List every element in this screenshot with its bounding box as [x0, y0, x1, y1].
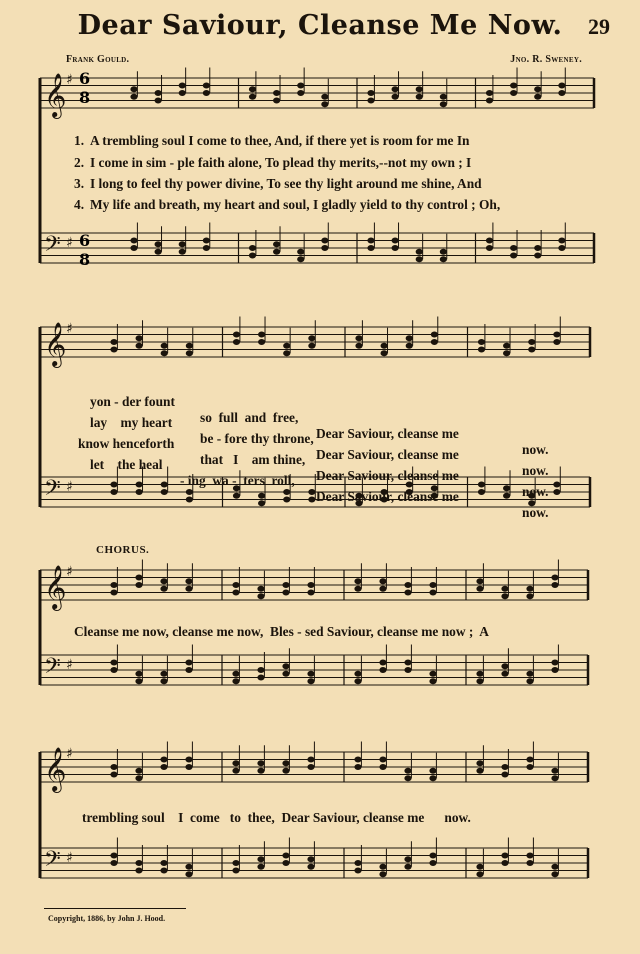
key-signature-sharp: ♯ [66, 72, 73, 88]
key-signature-sharp: ♯ [66, 746, 73, 762]
chorus-line-2: trembling soul I come to thee, Dear Saviour, cleanse me now. [82, 810, 471, 825]
lyric-segment: be - fore thy throne, [200, 431, 314, 446]
key-signature-sharp: ♯ [66, 657, 73, 673]
refrain-line-4 [90, 441, 590, 537]
treble-time-bottom: 8 [79, 88, 91, 107]
verse-text: My life and breath, my heart and soul, I gladly yield to thy control ; Oh, [90, 197, 501, 212]
verse-text: I come in sim - ple faith alone, To plead thy merits,--not my own ; I [90, 155, 472, 170]
treble-clef: 𝄞 [44, 322, 67, 366]
key-signature-sharp: ♯ [66, 235, 73, 251]
lyric-segment: let the heal [90, 457, 163, 472]
lyric-segment: Dear Saviour, cleanse me [316, 489, 459, 504]
lyric-segment: yon - der fount [90, 394, 175, 409]
hymn-title: Dear Saviour, Cleanse Me Now. [77, 10, 563, 41]
key-signature-sharp: ♯ [66, 564, 73, 580]
bass-clef: 𝄢 [44, 654, 61, 684]
verse-text: I long to feel thy power divine, To see thy light around me shine, And [90, 176, 482, 191]
verse-number: 1. [74, 133, 85, 148]
verse-number: 2. [74, 155, 85, 170]
verse-1-line [74, 133, 594, 149]
lyric-segment: now. [522, 505, 549, 520]
lyric-segment: lay my heart [90, 415, 173, 430]
bass-clef: 𝄢 [44, 232, 61, 262]
verse-text: A trembling soul I come to thee, And, if there yet is room for me In [90, 133, 470, 148]
lyric-segment: Dear Saviour, cleanse me [316, 468, 459, 483]
lyricist-credit: Frank Gould. [66, 54, 130, 65]
key-signature-sharp: ♯ [66, 479, 73, 495]
lyric-segment: now. [522, 463, 549, 478]
chorus-line-1: Cleanse me now, cleanse me now, Bles - sed Saviour, cleanse me now ; A [74, 624, 489, 639]
bass-time-top: 6 [79, 231, 91, 250]
chorus-label: CHORUS. [96, 544, 150, 556]
treble-time-top: 6 [79, 69, 91, 88]
bass-time-bottom: 8 [79, 250, 91, 269]
key-signature-sharp: ♯ [66, 850, 73, 866]
verse-3-line [74, 176, 594, 192]
verse-number: 3. [74, 176, 85, 191]
lyric-segment: - ing wa - ters roll, [180, 473, 295, 488]
key-signature-sharp: ♯ [66, 321, 73, 337]
verse-4-line [74, 197, 594, 213]
verse-number: 4. [74, 197, 85, 212]
copyright-notice: Copyright, 1886, by John J. Hood. [48, 914, 166, 923]
lyric-segment: Dear Saviour, cleanse me [316, 426, 459, 441]
lyric-segment: now. [522, 484, 549, 499]
treble-clef: 𝄞 [44, 747, 67, 791]
lyric-segment: so full and free, [200, 410, 299, 425]
composer-credit: Jno. R. Sweney. [510, 54, 582, 65]
lyric-segment: Dear Saviour, cleanse me [316, 447, 459, 462]
lyric-segment: know henceforth [78, 436, 175, 451]
lyric-segment: now. [522, 442, 549, 457]
treble-clef: 𝄞 [44, 565, 67, 609]
copyright-rule [44, 908, 186, 909]
bass-clef: 𝄢 [44, 476, 61, 506]
lyric-segment: that I am thine, [200, 452, 306, 467]
bass-clef: 𝄢 [44, 847, 61, 877]
page-number: 29 [588, 14, 610, 39]
treble-clef: 𝄞 [44, 73, 67, 117]
verse-2-line [74, 155, 594, 171]
